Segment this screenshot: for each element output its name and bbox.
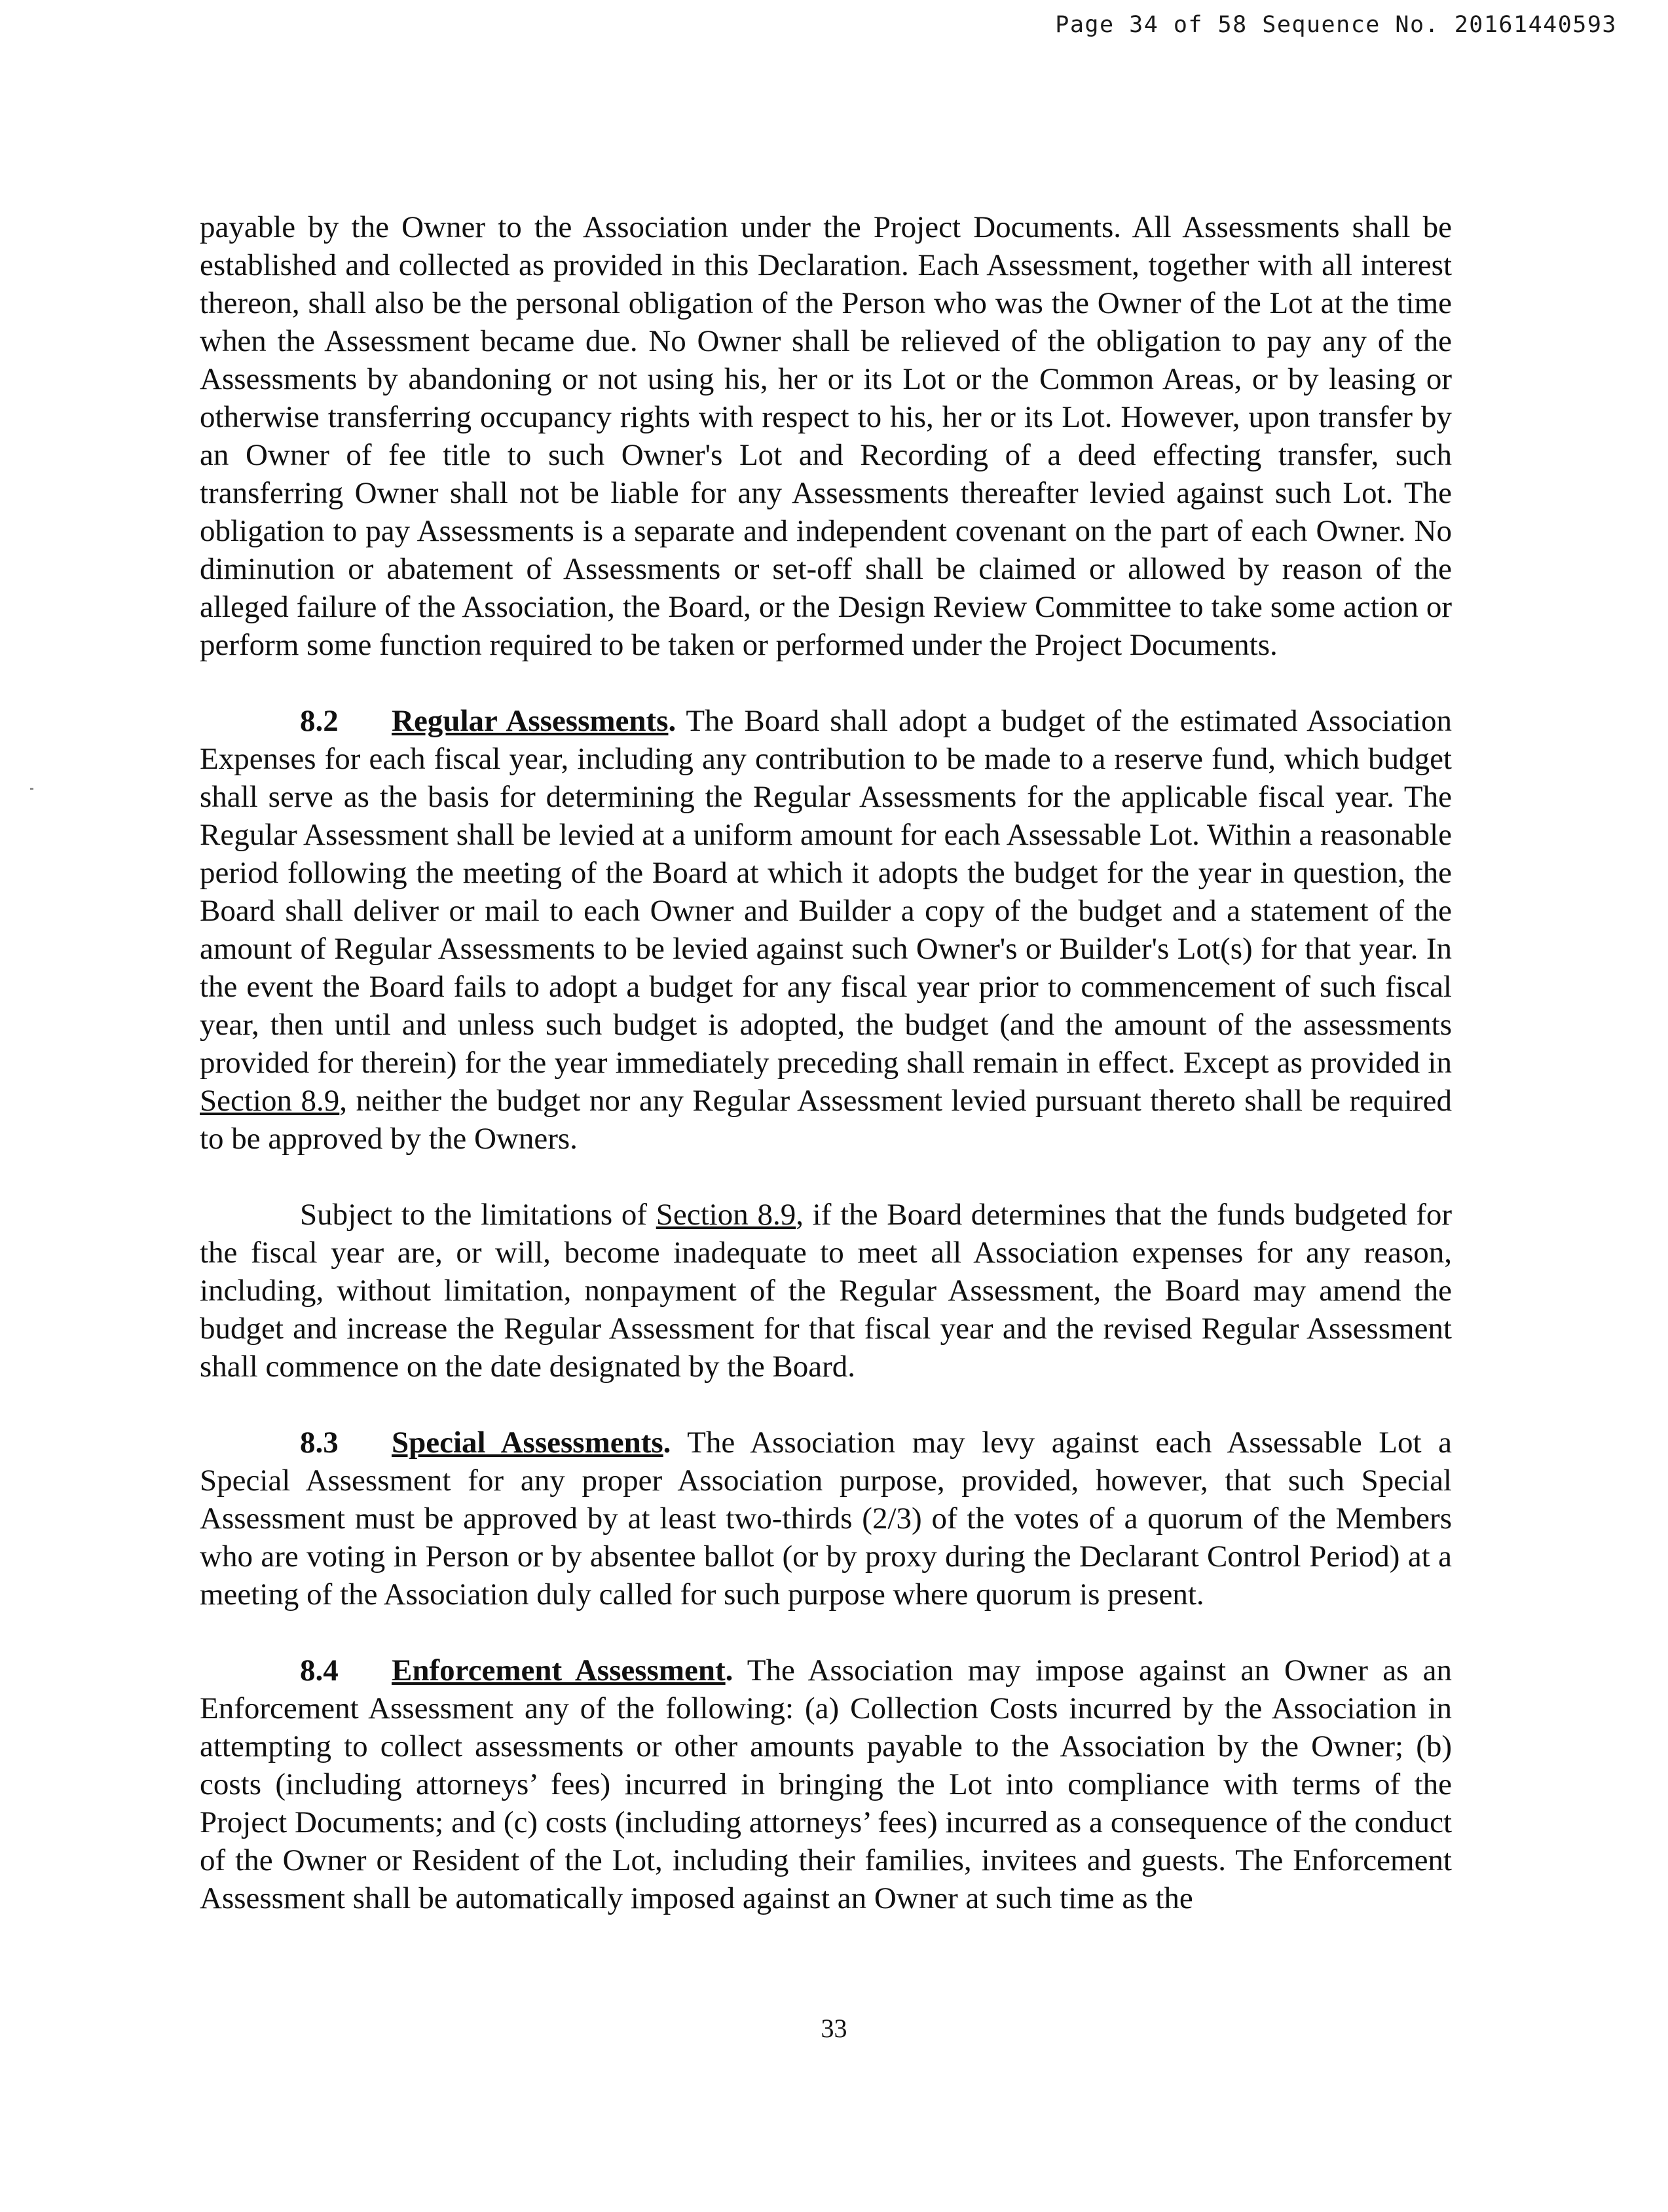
section-number: 8.2 [300,704,339,738]
section-reference: Section 8.9 [656,1198,796,1232]
page-number: 33 [821,2014,847,2043]
section-title: Enforcement Assessment [392,1653,726,1687]
scan-artifact-mark [30,788,33,790]
section-text: The Association may levy against each Assessable Lot a Special Assessment for any proper Association purpose, provided, however, that such Special Assessment must be approved by at least two-thirds (2/3) of the votes of a quorum of the Members who are voting in Person or by absentee ballot (or by proxy during the Declarant Control Period) at a meeting of the Association duly called for such purpose where quorum is present. [200,1426,1452,1612]
document-body [200,208,1452,1955]
paragraph-continuation: payable by the Owner to the Association under the Project Documents. All Assessments shall be established and collected as provided in this Declaration. Each Assessment, together with all interest thereon, shall also be the personal obligation of the Person who was the Owner of the Lot at the time when the Assessment became due. No Owner shall be relieved of the obligation to pay any of the Assessments by abandoning or not using his, her or its Lot or the Common Areas, or by leasing or otherwise transferring occupancy rights with respect to his, her or its Lot. However, upon transfer by an Owner of fee title to such Owner's Lot and Recording of a deed effecting transfer, such transferring Owner shall not be liable for any Assessments thereafter levied against such Lot. The obligation to pay Assessments is a separate and independent covenant on the part of each Owner. No diminution or abatement of Assessments or set-off shall be claimed or allowed by reason of the alleged failure of the Association, the Board, or the Design Review Committee to take some action or perform some function required to be taken or performed under the Project Documents. [200,210,1452,662]
section-8-3-paragraph [200,1424,1452,1613]
section-text: The Association may impose against an Owner as an Enforcement Assessment any of the following: (a) Collection Costs incurred by the Association in attempting to collect assessments or other amounts payable to the Association by the Owner; (b) costs (including attorneys’ fees) incurred in bringing the Lot into compliance with terms of the Project Documents; and (c) costs (including attorneys’ fees) incurred as a consequence of the conduct of the Owner or Resident of the Lot, including their families, invitees and guests. The Enforcement Assessment shall be automatically imposed against an Owner at such time as the [200,1653,1452,1915]
section-title-punct: . [668,704,676,738]
section-title-punct: . [663,1426,671,1460]
section-8-4-paragraph [200,1651,1452,1917]
section-title: Regular Assessments [392,704,669,738]
section-8-2-paragraph [200,702,1452,1158]
section-number: 8.3 [300,1426,339,1460]
section-title-punct: . [725,1653,733,1687]
section-8-2-paragraph-2 [200,1196,1452,1386]
paragraph-text: Subject to the limitations of [300,1198,656,1232]
section-number: 8.4 [300,1653,339,1687]
section-title: Special Assessments [392,1426,663,1460]
paragraph-text: , if the Board determines that the funds budgeted for the fiscal year are, or will, become inadequate to meet all Association expenses for any reason, including, without limitation, nonpayment of the Regular Assessment, the Board may amend the budget and increase the Regular Assessment for that fiscal year and the revised Regular Assessment shall commence on the date designated by the Board. [200,1198,1453,1384]
section-text: The Board shall adopt a budget of the estimated Association Expenses for each fiscal year, including any contribution to be made to a reserve fund, which budget shall serve as the basis for determining the Regular Assessments for the applicable fiscal year. The Regular Assessment shall be levied at a uniform amount for each Assessable Lot. Within a reasonable period following the meeting of the Board at which it adopts the budget for the year in question, the Board shall deliver or mail to each Owner and Builder a copy of the budget and a statement of the amount of Regular Assessments to be levied against such Owner's or Builder's Lot(s) for that year. In the event the Board fails to adopt a budget for any fiscal year prior to commencement of such fiscal year, then until and unless such budget is adopted, the budget (and the amount of the assessments provided for therein) for the year immediately preceding shall remain in effect. Except as provided in [200,704,1452,1080]
section-text: , neither the budget nor any Regular Assessment levied pursuant thereto shall be required to be approved by the Owners. [200,1084,1452,1156]
section-reference: Section 8.9 [200,1084,340,1118]
page-sequence-stamp: Page 34 of 58 Sequence No. 20161440593 [1055,12,1617,38]
